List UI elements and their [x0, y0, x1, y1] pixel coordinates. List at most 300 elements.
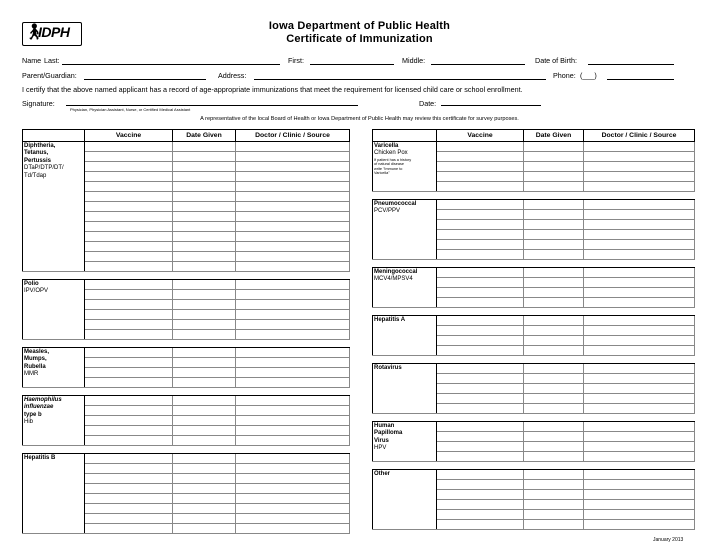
vaccine-cell[interactable]	[437, 346, 524, 356]
source-cell[interactable]	[584, 210, 695, 220]
date-given-cell[interactable]	[524, 520, 584, 530]
vaccine-cell[interactable]	[437, 220, 524, 230]
left-disease-header	[23, 130, 85, 142]
group-gap-cell	[373, 462, 695, 470]
source-cell[interactable]	[236, 396, 350, 406]
date-given-cell[interactable]	[524, 480, 584, 490]
date-given-cell[interactable]	[173, 300, 236, 310]
source-cell[interactable]	[584, 520, 695, 530]
first-label: First:	[288, 56, 304, 65]
source-cell[interactable]	[236, 436, 350, 446]
date-given-cell[interactable]	[524, 278, 584, 288]
date-given-cell[interactable]	[173, 192, 236, 202]
source-cell[interactable]	[584, 268, 695, 278]
dob-field[interactable]	[588, 64, 674, 65]
source-cell[interactable]	[236, 172, 350, 182]
source-cell[interactable]	[584, 278, 695, 288]
disease-name: Hepatitis B	[24, 455, 56, 461]
date-given-cell[interactable]	[524, 384, 584, 394]
signature-field[interactable]	[66, 105, 358, 106]
logo-text: IDPH	[38, 24, 70, 40]
vaccine-cell[interactable]	[85, 320, 173, 330]
date-given-cell[interactable]	[173, 142, 236, 152]
date-given-cell[interactable]	[173, 378, 236, 388]
left-disease-cell	[23, 396, 85, 446]
right-group-gap	[373, 414, 695, 422]
date-given-cell[interactable]	[524, 374, 584, 384]
first-name-field[interactable]	[310, 64, 394, 65]
date-given-cell[interactable]	[173, 162, 236, 172]
vaccine-cell[interactable]	[85, 426, 173, 436]
source-cell[interactable]	[236, 474, 350, 484]
disease-note: of natural disease	[374, 162, 404, 167]
group-gap-cell	[23, 388, 350, 396]
date-given-cell[interactable]	[173, 202, 236, 212]
vaccine-cell[interactable]	[437, 470, 524, 480]
source-cell[interactable]	[584, 152, 695, 162]
vaccine-cell[interactable]	[437, 364, 524, 374]
phone-field[interactable]	[607, 79, 674, 80]
source-cell[interactable]	[236, 192, 350, 202]
date-given-cell[interactable]	[524, 250, 584, 260]
source-cell[interactable]	[584, 220, 695, 230]
date-given-cell[interactable]	[173, 368, 236, 378]
date-given-cell[interactable]	[173, 504, 236, 514]
vaccine-cell[interactable]	[437, 490, 524, 500]
table-row	[373, 200, 695, 210]
source-cell[interactable]	[584, 470, 695, 480]
right-disease-cell	[373, 142, 437, 192]
disease-name: Mumps,	[24, 356, 47, 363]
vaccine-abbrev: Hib	[24, 419, 34, 426]
date-given-cell[interactable]	[173, 182, 236, 192]
vaccine-cell[interactable]	[85, 152, 173, 162]
date-given-cell[interactable]	[524, 182, 584, 192]
disease-name: Measles,	[24, 349, 50, 355]
date-given-cell[interactable]	[524, 162, 584, 172]
source-cell[interactable]	[236, 330, 350, 340]
date-given-cell[interactable]	[524, 298, 584, 308]
date-given-cell[interactable]	[524, 200, 584, 210]
date-given-cell[interactable]	[173, 358, 236, 368]
vaccine-cell[interactable]	[85, 358, 173, 368]
vaccine-cell[interactable]	[437, 182, 524, 192]
vaccine-cell[interactable]	[437, 288, 524, 298]
source-cell[interactable]	[236, 426, 350, 436]
table-row	[373, 316, 695, 326]
date-given-cell[interactable]	[173, 454, 236, 464]
disease-name: Other	[374, 471, 391, 477]
source-cell[interactable]	[236, 348, 350, 358]
right-group-gap	[373, 260, 695, 268]
source-cell[interactable]	[584, 374, 695, 384]
date-given-cell[interactable]	[524, 210, 584, 220]
source-cell[interactable]	[236, 290, 350, 300]
source-cell[interactable]	[236, 212, 350, 222]
vaccine-cell[interactable]	[437, 298, 524, 308]
vaccine-cell[interactable]	[437, 394, 524, 404]
table-row	[373, 470, 695, 480]
vaccine-cell[interactable]	[85, 396, 173, 406]
disease-name: Papilloma	[374, 430, 403, 437]
table-row	[373, 422, 695, 432]
date-given-cell[interactable]	[524, 432, 584, 442]
vaccine-cell[interactable]	[437, 384, 524, 394]
left-group-gap	[23, 388, 350, 396]
vaccine-cell[interactable]	[85, 232, 173, 242]
group-gap-cell	[373, 414, 695, 422]
vaccine-abbrev: IPV/OPV	[24, 288, 49, 295]
date-given-cell[interactable]	[173, 262, 236, 272]
vaccine-cell[interactable]	[85, 202, 173, 212]
date-given-cell[interactable]	[173, 280, 236, 290]
table-row	[373, 268, 695, 278]
vaccine-cell[interactable]	[85, 454, 173, 464]
date-given-cell[interactable]	[524, 452, 584, 462]
vaccine-cell[interactable]	[85, 504, 173, 514]
phone-label: Phone:	[553, 71, 576, 80]
disease-name: Polio	[24, 281, 39, 287]
date-given-cell[interactable]	[173, 524, 236, 534]
left-immunization-table	[22, 129, 350, 534]
vaccine-cell[interactable]	[85, 300, 173, 310]
disease-name: Meningococcal	[374, 269, 418, 275]
vaccine-cell[interactable]	[437, 200, 524, 210]
source-cell[interactable]	[236, 280, 350, 290]
vaccine-cell[interactable]	[437, 452, 524, 462]
vaccine-cell[interactable]	[85, 524, 173, 534]
vaccine-cell[interactable]	[437, 162, 524, 172]
source-cell[interactable]	[236, 162, 350, 172]
left-disease-cell	[23, 454, 85, 534]
date-given-cell[interactable]	[524, 142, 584, 152]
disease-name: Varicella	[374, 143, 399, 149]
last-name-field[interactable]	[62, 64, 280, 65]
certify-text: I certify that the above named applicant has a record of age-appropriate immunizations that meet the requirement for licensed child care or school enrollment.	[22, 85, 523, 94]
date-given-cell[interactable]	[173, 348, 236, 358]
vaccine-cell[interactable]	[437, 142, 524, 152]
date-given-cell[interactable]	[524, 470, 584, 480]
group-gap-cell	[23, 272, 350, 280]
date-given-cell[interactable]	[173, 406, 236, 416]
vaccine-abbrev: HPV	[374, 445, 387, 452]
page-title: Iowa Department of Public Health	[268, 20, 451, 32]
vaccine-cell[interactable]	[85, 242, 173, 252]
vaccine-cell[interactable]	[85, 484, 173, 494]
source-cell[interactable]	[584, 316, 695, 326]
right-vaccine-header: Vaccine	[437, 130, 524, 142]
footer-date: January 2013	[653, 537, 684, 543]
source-cell[interactable]	[236, 252, 350, 262]
date-given-cell[interactable]	[173, 252, 236, 262]
disease-name: Pertussis	[24, 157, 52, 164]
date-given-cell[interactable]	[173, 494, 236, 504]
date-given-cell[interactable]	[173, 330, 236, 340]
vaccine-cell[interactable]	[85, 378, 173, 388]
vaccine-cell[interactable]	[85, 310, 173, 320]
vaccine-cell[interactable]	[85, 172, 173, 182]
source-cell[interactable]	[584, 442, 695, 452]
last-label: Last:	[44, 56, 60, 65]
left-source-header: Doctor / Clinic / Source	[236, 130, 350, 142]
signature-sublabel: Physician, Physician Assistant, Nurse, or Certified Medical Assistant	[70, 107, 191, 112]
source-cell[interactable]	[236, 242, 350, 252]
vaccine-cell[interactable]	[437, 422, 524, 432]
date-given-cell[interactable]	[524, 336, 584, 346]
person-figure-icon: 🚶︎	[24, 24, 45, 41]
right-group-gap	[373, 192, 695, 200]
source-cell[interactable]	[584, 364, 695, 374]
vaccine-cell[interactable]	[85, 212, 173, 222]
source-cell[interactable]	[236, 454, 350, 464]
vaccine-cell[interactable]	[437, 374, 524, 384]
date-given-cell[interactable]	[173, 152, 236, 162]
vaccine-cell[interactable]	[85, 406, 173, 416]
source-cell[interactable]	[236, 378, 350, 388]
vaccine-cell[interactable]	[85, 280, 173, 290]
left-disease-cell	[23, 348, 85, 388]
disease-name: Hepatitis A	[374, 317, 406, 323]
address-label: Address:	[218, 71, 247, 80]
source-cell[interactable]	[584, 326, 695, 336]
source-cell[interactable]	[236, 262, 350, 272]
left-group-gap	[23, 446, 350, 454]
source-cell[interactable]	[236, 152, 350, 162]
vaccine-abbrev: MCV4/MPSV4	[374, 276, 413, 283]
vaccine-cell[interactable]	[85, 330, 173, 340]
source-cell[interactable]	[236, 182, 350, 192]
vaccine-cell[interactable]	[437, 240, 524, 250]
date-given-cell[interactable]	[524, 422, 584, 432]
source-cell[interactable]	[584, 240, 695, 250]
date-given-cell[interactable]	[173, 290, 236, 300]
date-given-cell[interactable]	[524, 240, 584, 250]
vaccine-cell[interactable]	[437, 268, 524, 278]
group-gap-cell	[373, 260, 695, 268]
vaccine-cell[interactable]	[437, 172, 524, 182]
date-given-cell[interactable]	[173, 474, 236, 484]
right-disease-cell	[373, 422, 437, 462]
date-given-cell[interactable]	[173, 416, 236, 426]
date-given-cell[interactable]	[524, 404, 584, 414]
source-cell[interactable]	[584, 510, 695, 520]
source-cell[interactable]	[236, 406, 350, 416]
source-cell[interactable]	[584, 452, 695, 462]
source-cell[interactable]	[236, 484, 350, 494]
date-given-cell[interactable]	[524, 220, 584, 230]
source-cell[interactable]	[236, 514, 350, 524]
source-cell[interactable]	[236, 222, 350, 232]
vaccine-cell[interactable]	[437, 432, 524, 442]
date-given-cell[interactable]	[173, 310, 236, 320]
date-given-cell[interactable]	[524, 442, 584, 452]
date-given-cell[interactable]	[524, 364, 584, 374]
right-immunization-table	[372, 129, 695, 530]
vaccine-cell[interactable]	[437, 210, 524, 220]
table-row	[23, 280, 350, 290]
date-label: Date:	[419, 99, 437, 108]
date-given-cell[interactable]	[173, 426, 236, 436]
date-given-cell[interactable]	[173, 320, 236, 330]
source-cell[interactable]	[236, 358, 350, 368]
vaccine-cell[interactable]	[437, 480, 524, 490]
source-cell[interactable]	[236, 232, 350, 242]
vaccine-cell[interactable]	[85, 348, 173, 358]
source-cell[interactable]	[236, 368, 350, 378]
left-date-header: Date Given	[173, 130, 236, 142]
date-given-cell[interactable]	[524, 490, 584, 500]
source-cell[interactable]	[236, 416, 350, 426]
vaccine-cell[interactable]	[85, 368, 173, 378]
source-cell[interactable]	[584, 142, 695, 152]
vaccine-cell[interactable]	[437, 510, 524, 520]
vaccine-cell[interactable]	[437, 520, 524, 530]
vaccine-cell[interactable]	[85, 182, 173, 192]
date-given-cell[interactable]	[524, 230, 584, 240]
disease-name: Human	[374, 423, 395, 429]
vaccine-cell[interactable]	[85, 162, 173, 172]
source-cell[interactable]	[584, 346, 695, 356]
date-given-cell[interactable]	[173, 484, 236, 494]
vaccine-cell[interactable]	[437, 316, 524, 326]
vaccine-cell[interactable]	[85, 474, 173, 484]
signature-label: Signature:	[22, 99, 55, 108]
vaccine-abbrev: Chicken Pox	[374, 150, 408, 157]
vaccine-cell[interactable]	[85, 262, 173, 272]
source-cell[interactable]	[236, 300, 350, 310]
source-cell[interactable]	[584, 490, 695, 500]
middle-label: Middle:	[402, 56, 426, 65]
vaccine-cell[interactable]	[437, 500, 524, 510]
source-cell[interactable]	[584, 298, 695, 308]
date-given-cell[interactable]	[524, 510, 584, 520]
vaccine-cell[interactable]	[437, 336, 524, 346]
source-cell[interactable]	[236, 310, 350, 320]
left-header-row	[23, 130, 350, 142]
vaccine-cell[interactable]	[437, 230, 524, 240]
vaccine-cell[interactable]	[85, 192, 173, 202]
date-given-cell[interactable]	[173, 514, 236, 524]
date-given-cell[interactable]	[173, 436, 236, 446]
disease-name: Virus	[374, 437, 389, 444]
source-cell[interactable]	[236, 494, 350, 504]
date-given-cell[interactable]	[173, 464, 236, 474]
group-gap-cell	[373, 308, 695, 316]
date-given-cell[interactable]	[524, 500, 584, 510]
vaccine-cell[interactable]	[85, 416, 173, 426]
source-cell[interactable]	[584, 432, 695, 442]
right-group-gap	[373, 462, 695, 470]
source-cell[interactable]	[236, 524, 350, 534]
vaccine-cell[interactable]	[85, 222, 173, 232]
date-given-cell[interactable]	[524, 172, 584, 182]
source-cell[interactable]	[584, 200, 695, 210]
source-cell[interactable]	[236, 202, 350, 212]
source-cell[interactable]	[236, 504, 350, 514]
vaccine-cell[interactable]	[85, 494, 173, 504]
date-given-cell[interactable]	[173, 232, 236, 242]
vaccine-cell[interactable]	[437, 278, 524, 288]
source-cell[interactable]	[584, 422, 695, 432]
vaccine-cell[interactable]	[437, 442, 524, 452]
signature-date-field[interactable]	[441, 105, 541, 106]
disease-name: type b	[24, 411, 42, 418]
review-notice: A representative of the local Board of Health or Iowa Department of Public Health may review this certificate for survey purposes.	[200, 116, 519, 122]
date-given-cell[interactable]	[173, 172, 236, 182]
source-cell[interactable]	[584, 480, 695, 490]
right-disease-cell	[373, 470, 437, 530]
date-given-cell[interactable]	[524, 346, 584, 356]
source-cell[interactable]	[584, 288, 695, 298]
parent-field[interactable]	[84, 79, 206, 80]
disease-name: Tetanus,	[24, 150, 49, 157]
date-given-cell[interactable]	[524, 316, 584, 326]
source-cell[interactable]	[584, 162, 695, 172]
vaccine-cell[interactable]	[85, 514, 173, 524]
vaccine-cell[interactable]	[85, 436, 173, 446]
date-given-cell[interactable]	[524, 288, 584, 298]
table-row	[373, 364, 695, 374]
vaccine-cell[interactable]	[437, 404, 524, 414]
source-cell[interactable]	[236, 320, 350, 330]
source-cell[interactable]	[584, 394, 695, 404]
date-given-cell[interactable]	[524, 326, 584, 336]
vaccine-cell[interactable]	[85, 252, 173, 262]
source-cell[interactable]	[584, 500, 695, 510]
vaccine-cell[interactable]	[85, 464, 173, 474]
name-label: Name	[22, 56, 42, 65]
source-cell[interactable]	[236, 464, 350, 474]
address-field[interactable]	[254, 79, 546, 80]
disease-note: write "Immune to	[374, 166, 403, 171]
source-cell[interactable]	[584, 404, 695, 414]
right-header-row	[373, 130, 695, 142]
right-group-gap	[373, 308, 695, 316]
disease-name: Haemophilus	[24, 397, 62, 403]
table-row	[23, 454, 350, 464]
source-cell[interactable]	[584, 230, 695, 240]
vaccine-cell[interactable]	[437, 152, 524, 162]
date-given-cell[interactable]	[173, 212, 236, 222]
right-disease-header	[373, 130, 437, 142]
source-cell[interactable]	[236, 142, 350, 152]
vaccine-cell[interactable]	[85, 142, 173, 152]
source-cell[interactable]	[584, 336, 695, 346]
group-gap-cell	[23, 340, 350, 348]
source-cell[interactable]	[584, 172, 695, 182]
vaccine-abbrev: MMR	[24, 371, 39, 378]
source-cell[interactable]	[584, 384, 695, 394]
date-given-cell[interactable]	[524, 268, 584, 278]
date-given-cell[interactable]	[524, 152, 584, 162]
table-row	[23, 348, 350, 358]
vaccine-cell[interactable]	[437, 326, 524, 336]
disease-name: Rotavirus	[374, 365, 402, 371]
date-given-cell[interactable]	[173, 222, 236, 232]
date-given-cell[interactable]	[524, 394, 584, 404]
source-cell[interactable]	[584, 182, 695, 192]
vaccine-abbrev: Td/Tdap	[24, 172, 47, 179]
date-given-cell[interactable]	[173, 396, 236, 406]
vaccine-cell[interactable]	[85, 290, 173, 300]
source-cell[interactable]	[584, 250, 695, 260]
date-given-cell[interactable]	[173, 242, 236, 252]
right-disease-cell	[373, 268, 437, 308]
vaccine-cell[interactable]	[437, 250, 524, 260]
phone-area-code[interactable]: (___)	[580, 71, 597, 80]
right-disease-cell	[373, 364, 437, 414]
middle-name-field[interactable]	[431, 64, 525, 65]
